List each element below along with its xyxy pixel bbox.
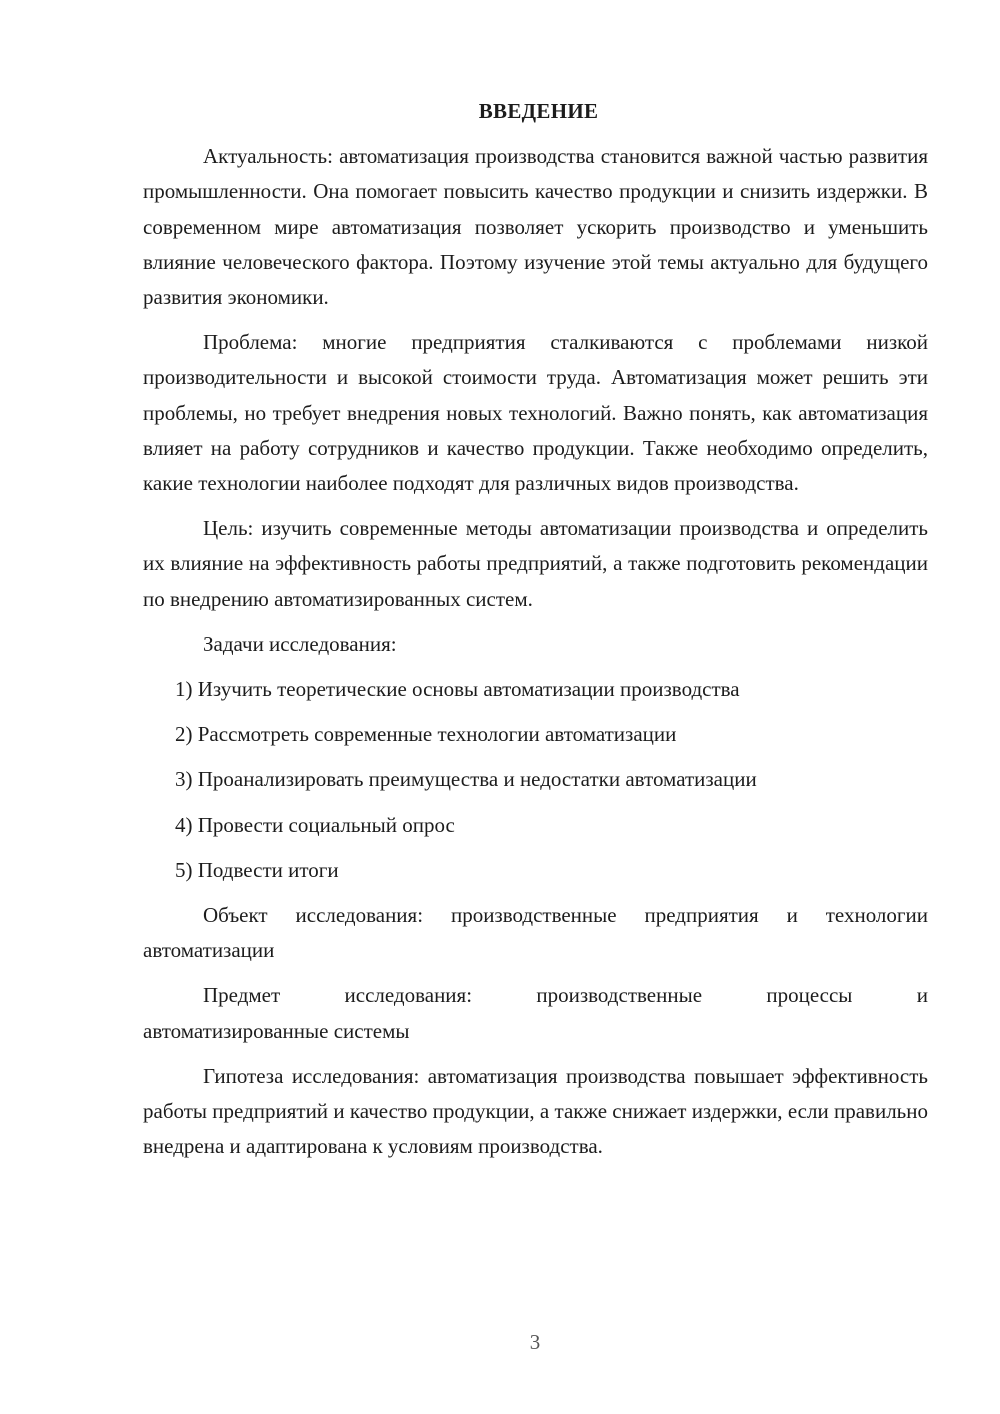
task-item-2: 2) Рассмотреть современные технологии автоматизации	[175, 722, 677, 747]
hypothesis-paragraph: Гипотеза исследования: автоматизация производства повышает эффективность работы предприятий и качество продукции, а также снижает издержки, если правильно внедрена и адаптирована к условиям производства.	[143, 1063, 928, 1159]
problem-paragraph: Проблема: многие предприятия сталкиваются с проблемами низкой производительности и высокой стоимости труда. Автоматизация может решить эти проблемы, но требует внедрения новых технологий. Важно понять, как автоматизация влияет на работу сотрудников и качество продукции. Также необходимо определить, какие технологии наиболее подходят для различных видов производства.	[143, 330, 928, 496]
tasks-list	[143, 672, 928, 888]
relevance-paragraph: Актуальность: автоматизация производства становится важной частью развития промышленности. Она помогает повысить качество продукции и снизить издержки. В современном мире автоматизация позволяет ускорить производство и уменьшить влияние человеческого фактора. Поэтому изучение этой темы актуально для будущего развития экономики.	[143, 144, 928, 310]
document-title: ВВЕДЕНИЕ	[478, 99, 599, 123]
document-page	[143, 94, 928, 1174]
goal-paragraph: Цель: изучить современные методы автоматизации производства и определить их влияние на эффективность работы предприятий, а также подготовить рекомендации по внедрению автоматизированных систем.	[143, 516, 928, 611]
task-item-4: 4) Провести социальный опрос	[175, 812, 455, 837]
page-number: 3	[529, 1330, 541, 1354]
subject-line-1: Предмет исследования: производственные процессы и	[203, 983, 928, 1008]
task-item-1: 1) Изучить теоретические основы автоматизации производства	[175, 677, 740, 702]
task-item-5: 5) Подвести итоги	[175, 857, 339, 882]
subject-paragraph	[143, 978, 928, 1048]
tasks-label: Задачи исследования:	[203, 631, 397, 656]
object-paragraph: Объект исследования: производственные предприятия и технологии автоматизации	[143, 903, 928, 963]
subject-line-2: автоматизированные системы	[143, 1018, 410, 1043]
task-item-3: 3) Проанализировать преимущества и недостатки автоматизации	[175, 767, 757, 792]
